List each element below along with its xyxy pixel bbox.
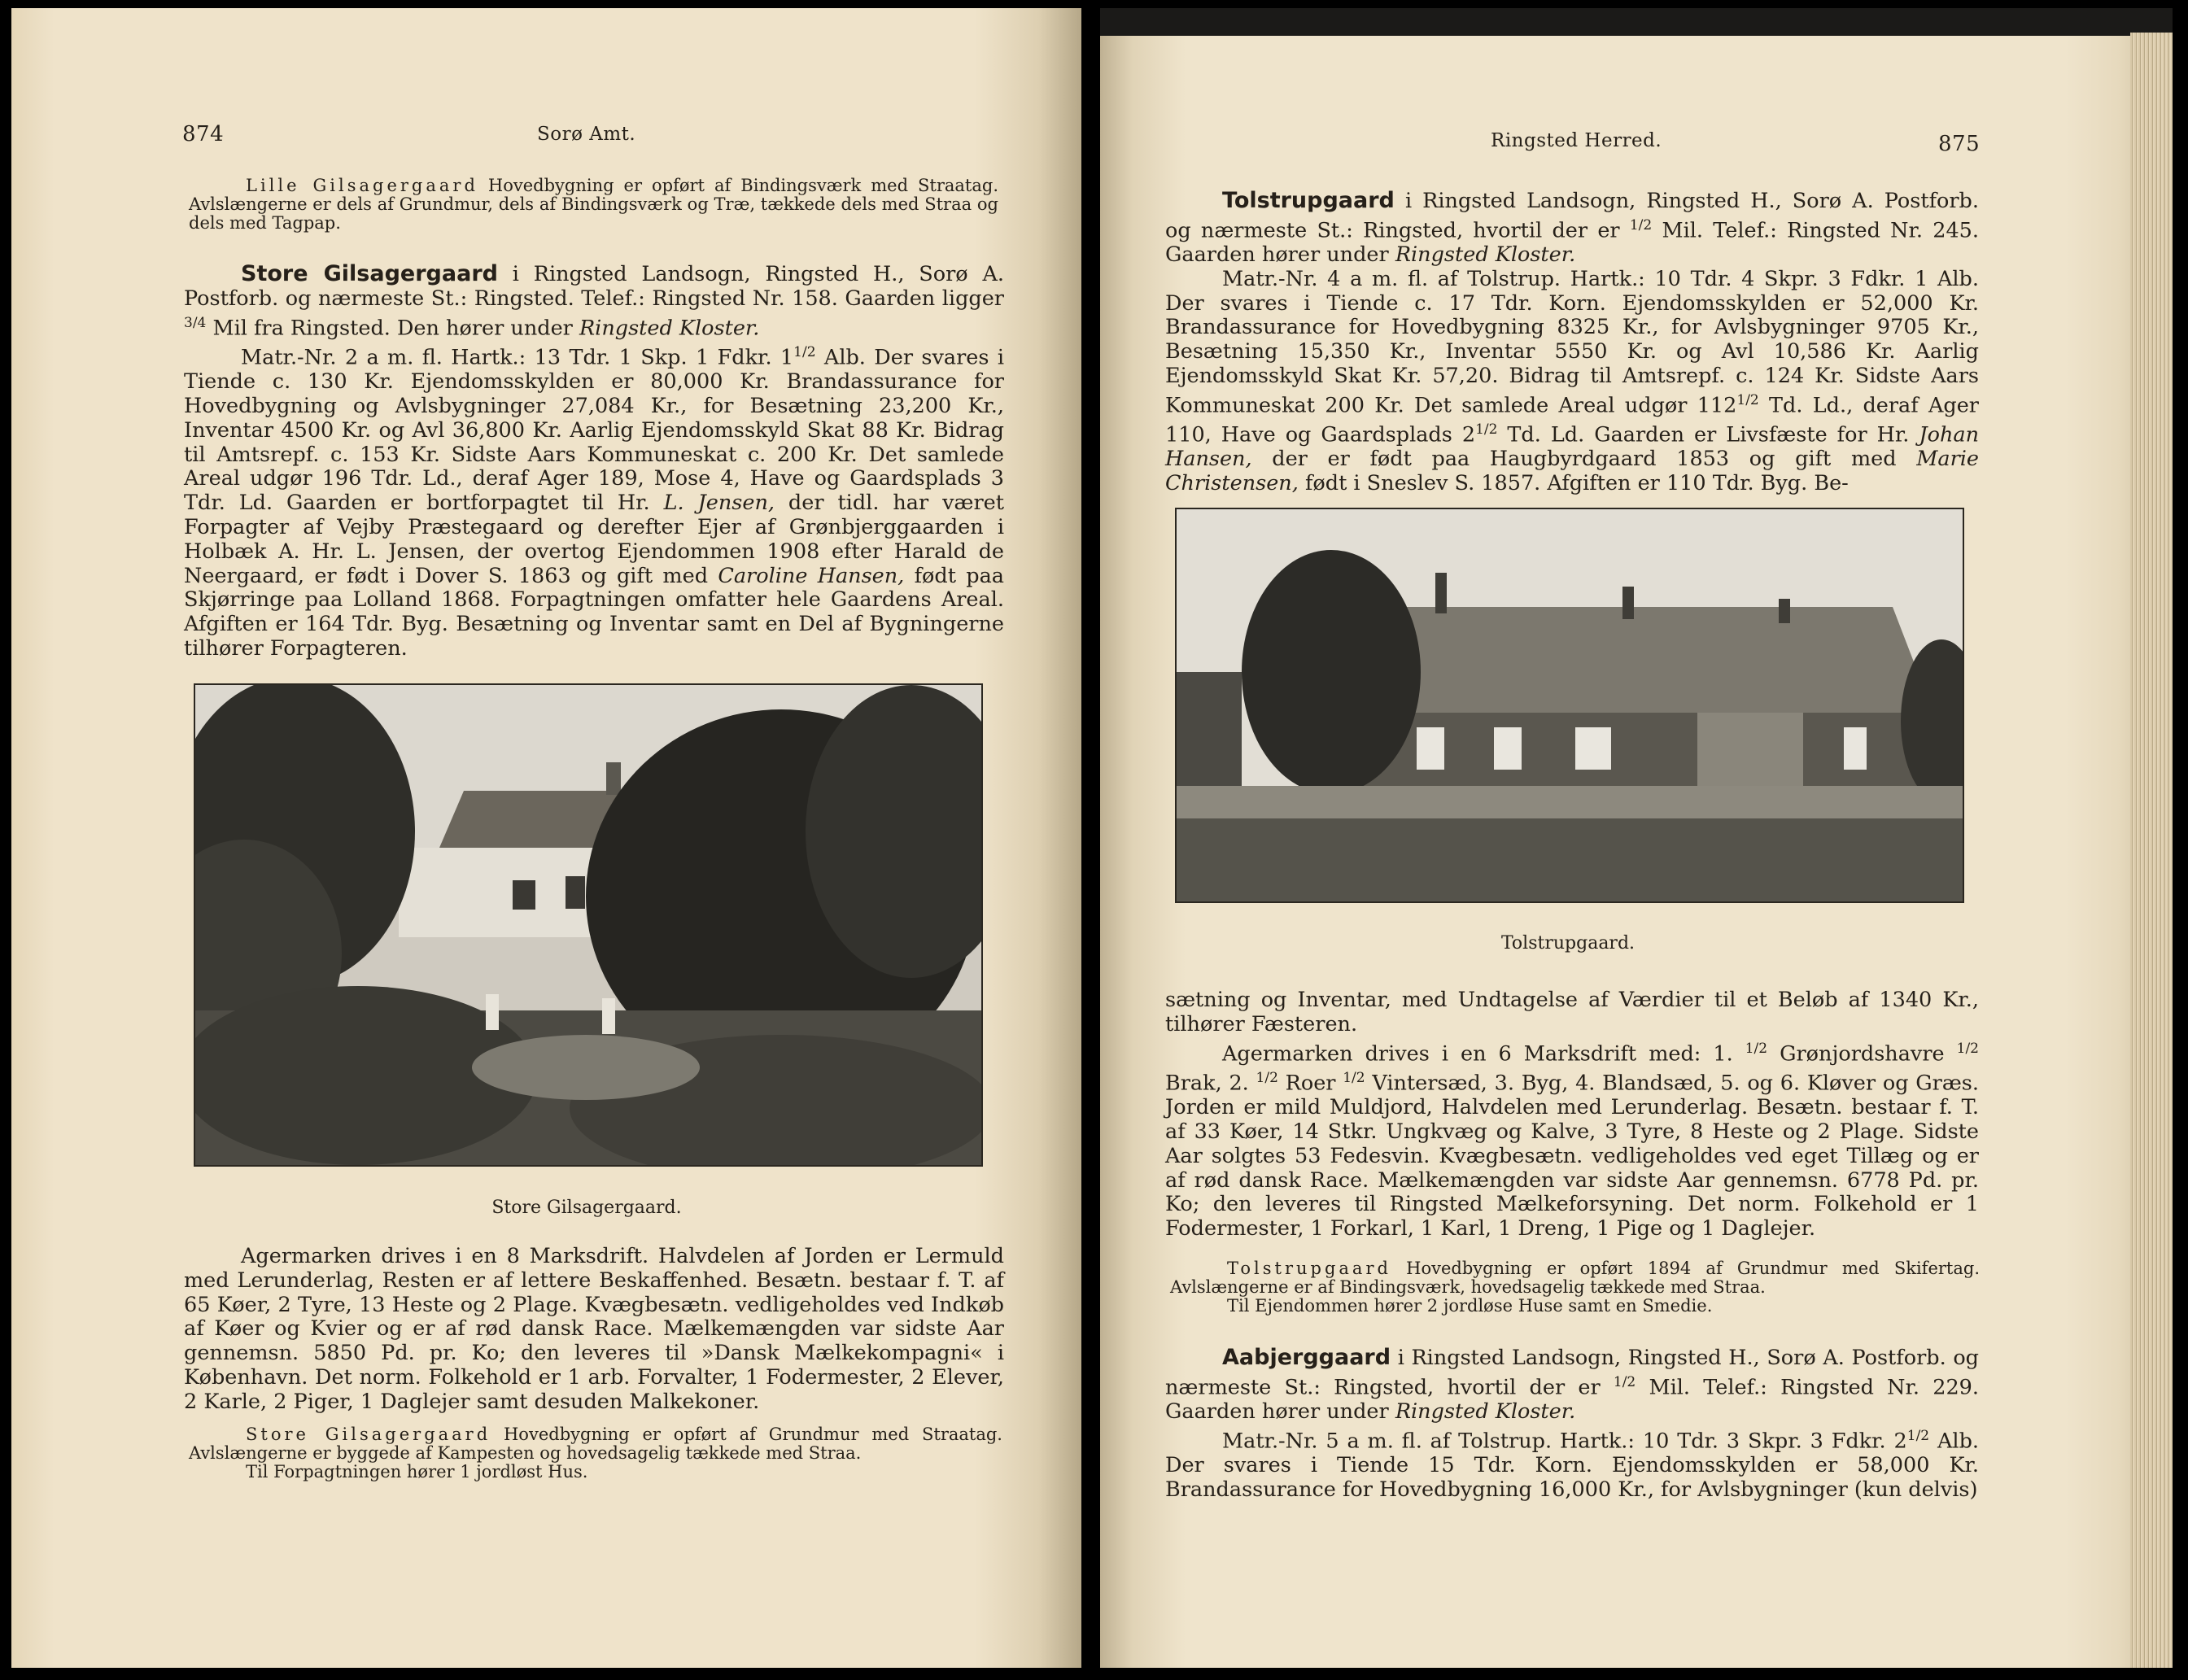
fraction: 3/4 [184,314,207,331]
entry-text: Grønjordshavre [1767,1041,1957,1067]
aabjerggaard-entry [1165,1346,1979,1503]
running-head-left: Sorø Amt. [537,124,636,145]
page-number-right: 875 [1938,132,1981,156]
entry-italic: Ringsted Kloster. [1395,242,1576,268]
farmhouse-garden-illustration [195,685,981,1165]
entry-italic: Marie Christensen, [1165,447,1979,496]
entry-text: Agermarken drives i en 8 Marksdrift. Halvdelen af Jorden er Lermuld med Lerunderlag, Resten er af lettere Beskaffenhed. Besætn. bestaar f. T. af 65 Køer, 2 Tyre, 13 Heste og 2 Plage. Kvægbesætn. vedligeholdes ved Indkøb af Køer og Kvier og er af rød dansk Race. Mælkemængden var sidste Aar gennemsn. 5850 Pd. pr. Ko; den leveres til »Dansk Mælkekompagni« i København. Det norm. Folkehold er 1 arb. Forvalter, 1 Fodermester, 2 Elever, 2 Karle, 2 Piger, 1 Daglejer samt desuden Malkekoner. [184,1244,1004,1414]
entry-text: Roer [1277,1071,1343,1096]
fraction: 1/2 [793,343,816,360]
agermarken-paragraph-right [1165,988,1979,1241]
agermarken-paragraph-left [184,1245,1004,1415]
entry-text: Mil. Telef.: Ringsted Nr. 229. Gaarden hører under [1165,1375,1979,1425]
note-text: Hovedbygning er opført af Grundmur med Straatag. Avlslængerne er byggede af Kampesten og hovedsagelig tækkede med Straa. [189,1425,1002,1463]
note-text: Hovedbygning er opført 1894 af Grundmur med Skifertag. Avlslængerne er af Bindingsværk, hovedsagelig tækkede med Straa. [1170,1259,1980,1297]
entry-name: Store Gilsagergaard [241,261,498,286]
note-text: Til Forpagtningen hører 1 jordløst Hus. [246,1462,588,1481]
running-head-right: Ringsted Herred. [1491,130,1662,151]
entry-text: i Ringsted Landsogn, Ringsted H., Sorø A. Postforb. og nærmeste St.: Ringsted, hvortil der er [1165,189,1979,243]
page-edges [2130,33,2173,1668]
page-number-left: 874 [182,122,225,146]
entry-text: Alb. Der svares i Tiende 15 Tdr. Korn. Ejendomsskylden er 58,000 Kr. Brandassurance for Hovedbygning 16,000 Kr., for Avlsbygninger (kun delvis) [1165,1429,1979,1502]
note-name: Tolstrupgaard [1227,1259,1391,1278]
entry-text: Mil fra Ringsted. Den hører under [206,316,579,341]
fraction: 1/2 [1906,1427,1930,1444]
entry-text: Mil. Telef.: Ringsted Nr. 245. Gaarden hører under [1165,218,1979,268]
fraction: 1/2 [1343,1069,1365,1086]
entry-text: Vintersæd, 3. Byg, 4. Blandsæd, 5. og 6. Kløver og Græs. Jorden er mild Muldjord, Halvdelen med Lerunderlag. Besætn. bestaar f. T. af 33 Køer, 14 Stkr. Ungkvæg og Kalve, 3 Tyre, 8 Heste og 2 Plage. Sidste Aar solgtes 53 Fedesvin. Kvægbesætn. vedligeholdes ved eget Tillæg og er af rød dansk Race. Mælkemængden var sidste Aar gennemsn. 6778 Pd. pr. Ko; den leveres til Ringsted Mælkeforsyning. Det norm. Folkehold er 1 Fodermester, 1 Forkarl, 1 Karl, 1 Dreng, 1 Pige og 1 Daglejer. [1165,1071,1979,1241]
photo-caption-right: Tolstrupgaard. [1500,933,1636,953]
tolstrupgaard-entry [1165,189,1979,496]
entry-text: født i Sneslev S. 1857. Afgiften er 110 Tdr. Byg. Be- [1298,471,1849,496]
fraction: 1/2 [1613,1373,1636,1390]
entry-italic: Ringsted Kloster. [1395,1399,1576,1425]
entry-text: Agermarken drives i en 6 Marksdrift med: 1. [1222,1041,1745,1067]
entry-text: i Ringsted Landsogn, Ringsted H., Sorø A. Postforb. og nærmeste St.: Ringsted, hvortil der er [1165,1346,1979,1400]
entry-italic: Ringsted Kloster. [579,316,760,341]
photo-caption-left: Store Gilsagergaard. [491,1198,682,1218]
photo-store-gilsagergaard [194,683,983,1167]
note-text: Til Ejendommen hører 2 jordløse Huse samt en Smedie. [1227,1296,1713,1316]
entry-text: Td. Ld. Gaarden er Livsfæste for Hr. [1497,422,1919,447]
entry-text: sætning og Inventar, med Undtagelse af Værdier til et Beløb af 1340 Kr., tilhører Fæsteren. [1165,988,1979,1036]
note-name: Store Gilsagergaard [246,1425,491,1444]
fraction: 1/2 [1736,391,1759,408]
entry-text: i Ringsted Landsogn, Ringsted H., Sorø A. Postforb. og nærmeste St.: Ringsted. Telef.: Ringsted Nr. 158. Gaarden ligger [184,262,1004,311]
entry-text: Matr.-Nr. 5 a m. fl. af Tolstrup. Hartk.: 10 Tdr. 3 Skpr. 3 Fdkr. 2 [1222,1429,1907,1454]
entry-italic: L. Jensen, [663,491,775,516]
building-note-right [1170,1259,1980,1316]
right-page [1100,8,2173,1668]
entry-name: Aabjerggaard [1222,1345,1391,1370]
left-page [11,8,1081,1668]
fraction: 1/2 [1745,1040,1768,1057]
intro-paragraph [189,177,998,233]
photo-tolstrupgaard [1175,508,1964,903]
entry-text: Brak, 2. [1165,1071,1256,1096]
entry-italic: Johan Hansen, [1165,422,1979,472]
entry-text: der tidl. har været Forpagter af Vejby Præstegaard og derefter Ejer af Grønbjerggaarden i Holbæk A. Hr. L. Jensen, der overtog Ejendommen 1908 efter Harald de Neergaard, er født i Dover S. 1863 og gift med [184,491,1004,588]
intro-name: Lille Gilsagergaard [246,176,478,195]
entry-text: født paa Skjørringe paa Lolland 1868. Forpagtningen omfatter hele Gaardens Areal. Afgiften er 164 Tdr. Byg. Besætning og Inventar samt en Del af Bygningerne tilhører Forpagteren. [184,563,1004,661]
fraction: 1/2 [1256,1069,1278,1086]
entry-text: der er født paa Haugbyrdgaard 1853 og gift med [1251,447,1917,472]
entry-name: Tolstrupgaard [1222,188,1395,213]
entry-text: Td. Ld., deraf Ager 110, Have og Gaardsplads 2 [1165,393,1979,447]
entry-text: Matr.-Nr. 4 a m. fl. af Tolstrup. Hartk.: 10 Tdr. 4 Skpr. 3 Fdkr. 1 Alb. Der svares i Tiende c. 17 Tdr. Korn. Ejendomsskylden er 52,000 Kr. Brandassurance for Hovedbygning 8325 Kr., for Avlsbygninger 9705 Kr., Besætning 15,350 Kr., Inventar 5550 Kr. og Avl 10,586 Kr. Aarlig Ejendomsskyld Skat Kr. 57,20. Bidrag til Amtsrepf. c. 124 Kr. Sidste Aars Kommuneskat 200 Kr. Det samlede Areal udgør 112 [1165,266,1979,418]
fraction: 1/2 [1629,216,1653,233]
intro-text: Hovedbygning er opført af Bindingsværk med Straatag. Avlslængerne er dels af Grundmur, dels af Bindingsværk og Træ, tækkede dels med Straa og dels med Tagpap. [189,176,998,233]
building-note-left [189,1425,1002,1481]
fraction: 1/2 [1956,1040,1979,1057]
entry-text: Alb. Der svares i Tiende c. 130 Kr. Ejendomsskylden er 80,000 Kr. Brandassurance for Hovedbygning og Avlsbygninger 27,084 Kr., for Besætning 23,200 Kr., Inventar 4500 Kr. og Avl 36,800 Kr. Aarlig Ejendomsskyld Skat 88 Kr. Bidrag til Amtsrepf. c. 153 Kr. Sidste Aars Kommuneskat c. 200 Kr. Det samlede Areal udgør 196 Tdr. Ld., deraf Ager 189, Mose 4, Have og Gaardsplads 3 Tdr. Ld. Gaarden er bortforpagtet til Hr. [184,345,1004,516]
entry-text: Matr.-Nr. 2 a m. fl. Hartk.: 13 Tdr. 1 Skp. 1 Fdkr. 1 [241,345,794,370]
fraction: 1/2 [1475,421,1498,439]
entry-italic: Caroline Hansen, [718,563,905,588]
farmhouse-illustration [1177,509,1963,901]
store-gilsagergaard-entry [184,262,1004,661]
